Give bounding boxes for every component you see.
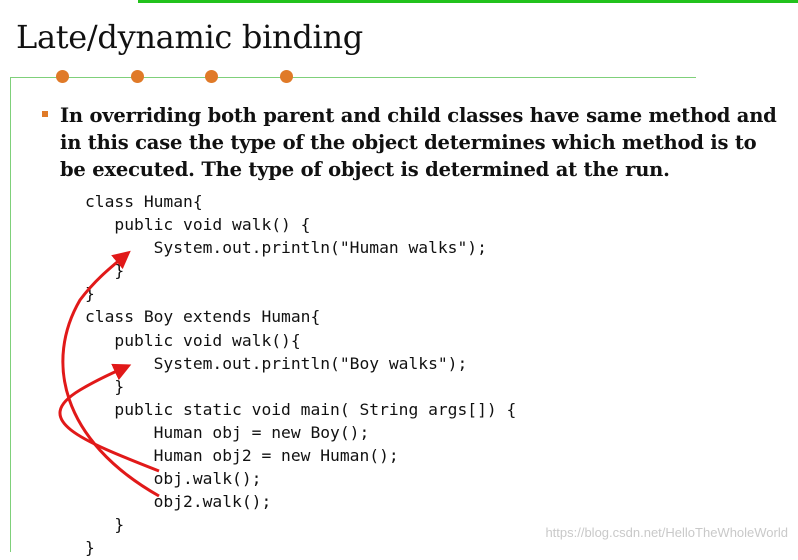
bullet-text: In overriding both parent and child classes have same method and in this case the type of the object determines which method is to be executed. The type of object is determined at the run. (60, 104, 777, 181)
code-line: obj2.walk(); (85, 492, 272, 512)
code-line: } (85, 261, 125, 281)
code-line: } (85, 284, 95, 304)
arrow-obj-to-boy-walk (60, 366, 159, 471)
code-line: System.out.println("Boy walks"); (85, 353, 468, 373)
code-line: Human obj2 = new Human(); (85, 446, 399, 466)
code-line: } (85, 376, 125, 396)
slide-title: Late/dynamic binding (16, 18, 363, 56)
code-line: System.out.println("Human walks"); (85, 238, 487, 258)
code-line: obj.walk(); (85, 469, 262, 489)
watermark: https://blog.csdn.net/HelloTheWholeWorld (545, 525, 788, 540)
code-line: } (85, 515, 125, 535)
code-line: class Boy extends Human{ (85, 307, 321, 327)
code-line: public void walk() { (85, 215, 311, 235)
code-line: public static void main( String args[]) { (85, 399, 517, 419)
code-line: Human obj = new Boy(); (85, 422, 370, 442)
code-line: class Human{ (85, 192, 203, 211)
code-line: } (85, 538, 95, 558)
code-line: public void walk(){ (85, 330, 301, 350)
